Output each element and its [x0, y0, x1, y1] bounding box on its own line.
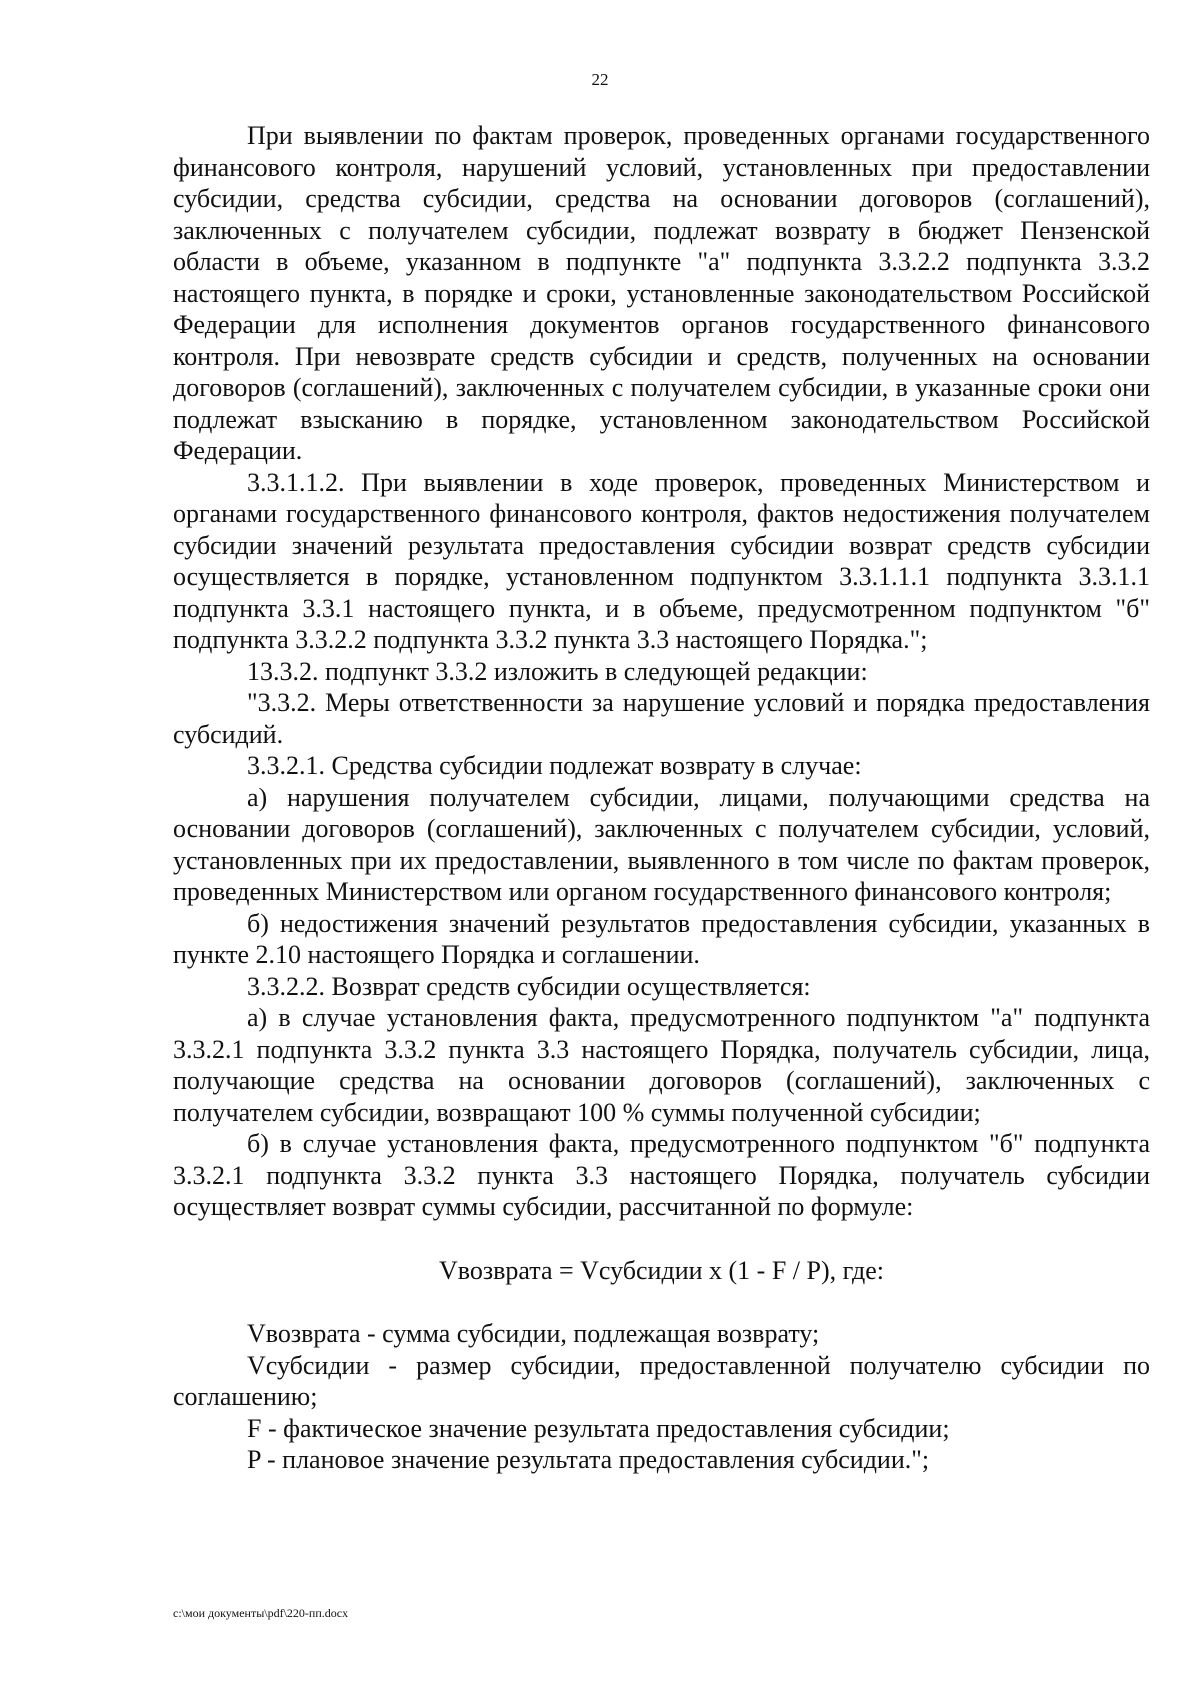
paragraph-item-a-violations: а) нарушения получателем субсидии, лицами, получающими средства на основании договоров (соглашений), заключенных с получателем субсидии, условий, установленных при их предоставлении, выявленного в том числе по фактам проверок, проведенных Министерством или органом государственного финансового контроля;: [173, 782, 1150, 906]
page-number: 22: [591, 70, 609, 89]
paragraph-3-3-2-2: 3.3.2.2. Возврат средств субсидии осуществляется:: [247, 971, 811, 1001]
paragraph-item-a-full-return: а) в случае установления факта, предусмотренного подпунктом "а" подпункта 3.3.2.1 подпункта 3.3.2 пункта 3.3 настоящего Порядка, получатель субсидии, лица, получающие средства на основании договоров (соглашений), заключенных с получателем субсидии, возвращают 100 % суммы полученной субсидии;: [173, 1003, 1150, 1127]
definition-p-planned: P - плановое значение результата предоставления субсидии.";: [247, 1445, 930, 1474]
document-body: [173, 120, 1150, 1476]
paragraph-3-3-2-1: 3.3.2.1. Средства субсидии подлежат возврату в случае:: [247, 751, 862, 780]
paragraph-item-b-results: б) недостижения значений результатов предоставления субсидии, указанных в пункте 2.10 настоящего Порядка и соглашении.: [173, 908, 1150, 969]
definition-v-subsidy: Vсубсидии - размер субсидии, предоставленной получателю субсидии по соглашению;: [173, 1350, 1150, 1411]
paragraph-3-3-2-heading: "3.3.2. Меры ответственности за нарушение условий и порядка предоставления субсидий.: [173, 688, 1150, 749]
return-formula: Vвозврата = Vсубсидии x (1 - F / P), где:: [438, 1255, 885, 1285]
definition-f-actual: F - фактическое значение результата предоставления субсидии;: [247, 1413, 950, 1443]
paragraph-3-3-1-1-2: 3.3.1.1.2. При выявлении в ходе проверок, проведенных Министерством и органами государственного финансового контроля, фактов недостижения получателем субсидии значений результата предоставления субсидии возврат средств субсидии осуществляется в порядке, установленном подпунктом 3.3.1.1.1 подпункта 3.3.1.1 подпункта 3.3.1 настоящего пункта, и в объеме, предусмотренном подпунктом "б" подпункта 3.3.2.2 подпункта 3.3.2 пункта 3.3 настоящего Порядка.";: [173, 467, 1150, 654]
paragraph-13-3-2: 13.3.2. подпункт 3.3.2 изложить в следующей редакции:: [247, 656, 868, 686]
file-path-footer: c:\мои документы\pdf\220-пп.docx: [173, 1606, 349, 1620]
paragraph-return-violations: При выявлении по фактам проверок, проведенных органами государственного финансового контроля, нарушений условий, установленных при предоставлении субсидии, средства субсидии, средства на основании договоров (соглашений), заключенных с получателем субсидии, подлежат возврату в бюджет Пензенской области в объеме, указанном в подпункте "а" подпункта 3.3.2.2 подпункта 3.3.2 настоящего пункта, в порядке и сроки, установленные законодательством Российской Федерации для исполнения документов органов государственного финансового контроля. При невозврате средств субсидии и средств, полученных на основании договоров (соглашений), заключенных с получателем субсидии, в указанные сроки они подлежат взысканию в порядке, установленном законодательством Российской Федерации.: [173, 121, 1150, 465]
paragraph-item-b-formula-intro: б) в случае установления факта, предусмотренного подпунктом "б" подпункта 3.3.2.1 подпункта 3.3.2 пункта 3.3 настоящего Порядка, получатель субсидии осуществляет возврат суммы субсидии, рассчитанной по формуле:: [173, 1129, 1150, 1221]
definition-v-return: Vвозврата - сумма субсидии, подлежащая возврату;: [247, 1319, 820, 1348]
